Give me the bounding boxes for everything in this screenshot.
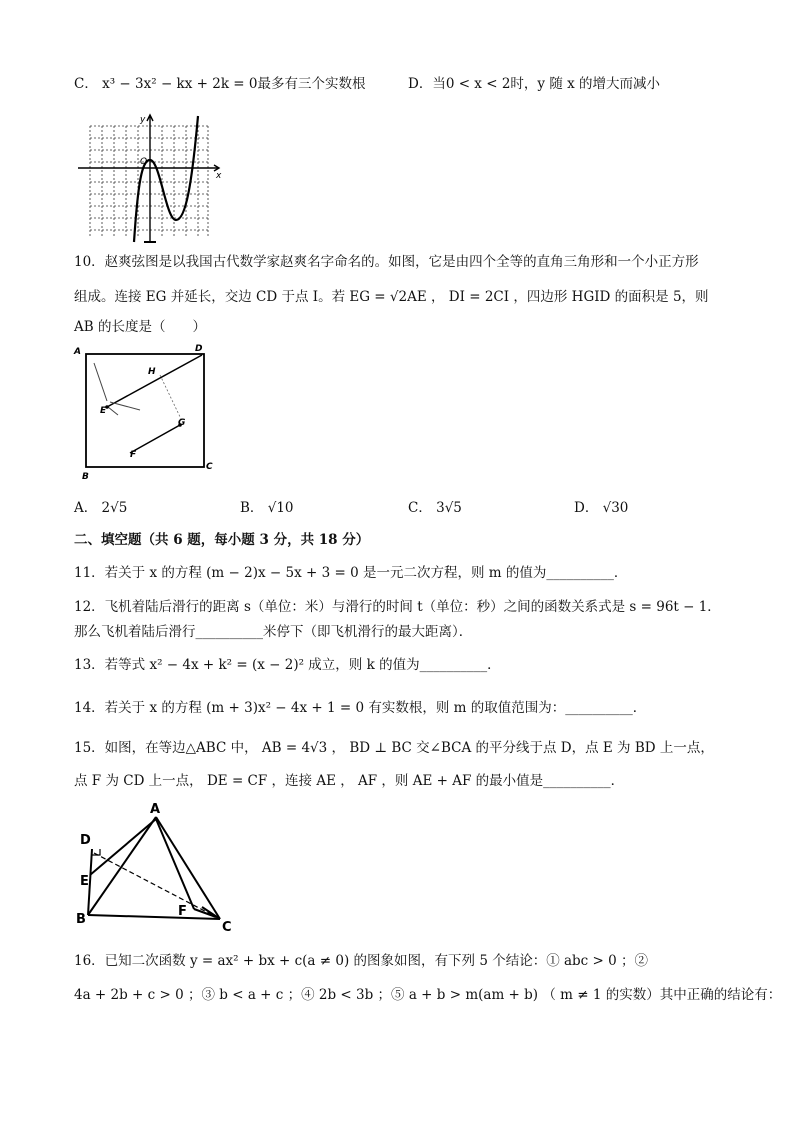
q9-cubic-graph xyxy=(76,112,226,252)
q10-line1: 10．赵爽弦图是以我国古代数学家赵爽名字命名的。如图，它是由四个全等的直角三角形和一个小正方形 xyxy=(74,254,699,270)
q14-text: 14．若关于 x 的方程 (m + 3)x² − 4x + 1 = 0 有实数根，则 m 的取值范围为：__________． xyxy=(74,700,647,716)
q10-label-C: C xyxy=(206,462,213,472)
q9-option-c: C． x³ − 3x² − kx + 2k = 0最多有三个实数根 xyxy=(74,76,366,92)
q10-label-A: A xyxy=(74,347,81,357)
q9-option-d: D．当0 < x < 2时，y 随 x 的增大而减小 xyxy=(408,76,661,92)
q12-line1: 12．飞机着陆后滑行的距离 s（单位：米）与滑行的时间 t（单位：秒）之间的函数关系式是 s = 96t − 1． xyxy=(74,599,721,615)
q10-option-c: C． 3√5 xyxy=(408,500,462,516)
q15-label-B: B xyxy=(76,912,86,927)
q9-x-axis-label: x xyxy=(216,171,222,181)
section-heading: 二、填空题（共 6 题，每小题 3 分，共 18 分） xyxy=(74,532,370,548)
q13-text: 13．若等式 x² − 4x + k² = (x − 2)² 成立，则 k 的值为__________． xyxy=(74,657,501,673)
q10-label-B: B xyxy=(82,472,89,481)
q15-label-D: D xyxy=(80,833,91,848)
q11-text: 11．若关于 x 的方程 (m − 2)x − 5x + 3 = 0 是一元二次方程，则 m 的值为__________． xyxy=(74,565,628,581)
q10-zhao-shuang-figure xyxy=(72,341,220,485)
q10-label-E: E xyxy=(100,406,107,416)
q15-label-A: A xyxy=(150,802,161,817)
q16-line1: 16．已知二次函数 y = ax² + bx + c(a ≠ 0) 的图象如图，有下列 5 个结论：① abc > 0 ；② xyxy=(74,953,649,969)
q10-label-G: G xyxy=(178,418,186,428)
q9-origin-label: O xyxy=(140,157,148,167)
q15-line2: 点 F 为 CD 上一点， DE = CF ，连接 AE ， AF ，则 AE + AF 的最小值是__________． xyxy=(74,773,625,789)
q12-line2: 那么飞机着陆后滑行__________米停下（即飞机滑行的最大距离）． xyxy=(74,624,473,640)
q10-line2: 组成。连接 EG 并延长，交边 CD 于点 I。若 EG = √2AE ， DI = 2CI ，四边形 HGID 的面积是 5，则 xyxy=(74,289,709,305)
q10-label-F: F xyxy=(130,450,137,460)
q10-option-d: D． √30 xyxy=(574,500,629,516)
q10-line3: AB 的长度是（ ） xyxy=(74,319,206,335)
q10-option-b: B． √10 xyxy=(240,500,294,516)
q10-option-a: A． 2√5 xyxy=(74,500,128,516)
q16-line2: 4a + 2b + c > 0 ；③ b < a + c ；④ 2b < 3b ；⑤ a + b > m(am + b) （ m ≠ 1 的实数）其中正确的结论有： xyxy=(74,987,782,1003)
q15-line1: 15．如图，在等边△ABC 中， AB = 4√3 ， BD ⊥ BC 交∠BCA 的平分线于点 D，点 E 为 BD 上一点， xyxy=(74,740,714,756)
q10-label-D: D xyxy=(195,344,203,354)
q10-label-H: H xyxy=(148,367,156,377)
q15-triangle-figure xyxy=(74,797,244,941)
q15-label-F: F xyxy=(178,904,187,919)
q15-label-E: E xyxy=(80,874,89,889)
q9-y-axis-label: y xyxy=(140,115,146,125)
q9-cubic-curve xyxy=(134,116,198,242)
q15-label-C: C xyxy=(222,920,232,935)
